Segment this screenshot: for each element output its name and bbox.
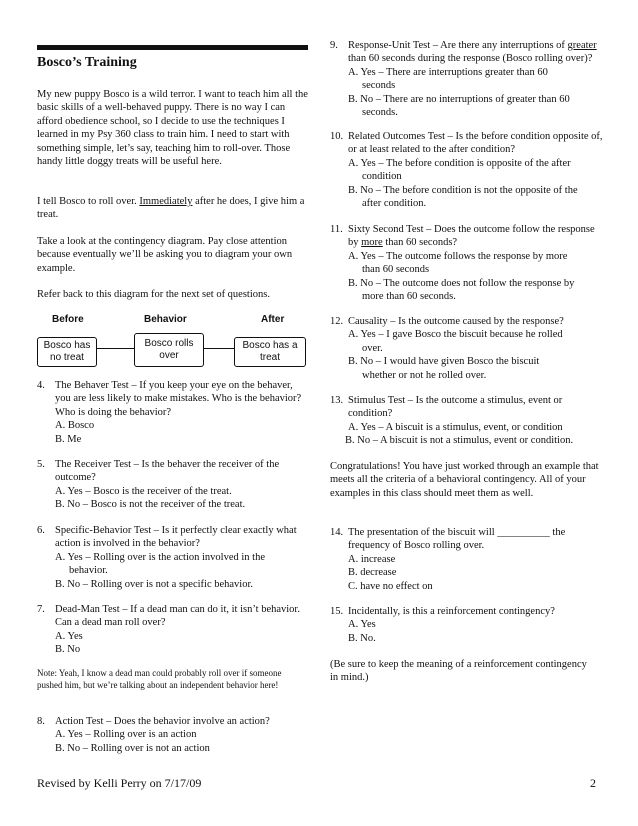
option-a: A. Yes – The outcome follows the response by more [348, 250, 568, 262]
question-text: Dead-Man Test – If a dead man can do it, it isn’t behavior. Can a dead man roll over? [55, 604, 300, 629]
option-a: A. Yes – Rolling over is an action [55, 729, 197, 741]
congratulations-paragraph: Congratulations! You have just worked through an example that meets all the criteria of a behavioral contingency. All of your examples in this class should meet them as well. [330, 461, 599, 499]
option-b: B. No – Bosco is not the receiver of the treat. [55, 499, 246, 511]
option-a: A. Yes – The before condition is opposite of the after [348, 157, 571, 169]
question-number: 10. [330, 131, 344, 142]
question-4 [37, 379, 309, 446]
question-number: 15. [330, 606, 344, 617]
option-a-continued: seconds [362, 80, 396, 92]
after-box-line-2: treat [259, 352, 280, 363]
question-10 [330, 130, 605, 210]
option-a-continued: over. [362, 342, 383, 354]
question-12 [330, 315, 605, 382]
closing-paragraph: (Be sure to keep the meaning of a reinforcement contingency in mind.) [330, 659, 587, 684]
option-b-continued: seconds. [362, 107, 398, 119]
question-text: The presentation of the biscuit will __________ the frequency of Bosco rolling over. [348, 527, 566, 552]
option-a: A. Yes – A biscuit is a stimulus, event, or condition [348, 421, 563, 433]
page-number: 2 [590, 776, 596, 790]
option-a: A. Yes [348, 619, 376, 631]
question-5 [37, 458, 309, 512]
option-a-continued: than 60 seconds [362, 264, 430, 276]
behavior-box [134, 333, 204, 367]
option-b: B. decrease [348, 567, 397, 579]
question-text-part-1: Sixty Second Test – Does the outcome follow the response by [348, 224, 595, 249]
title-rule [37, 45, 308, 50]
behavior-box-line-1: Bosco rolls [144, 338, 194, 349]
intro-p2-start: I tell Bosco to roll over. [37, 196, 137, 207]
question-9 [330, 39, 605, 119]
option-a: A. Yes – Rolling over is the action involved in the [55, 551, 265, 563]
intro-p2-end: after he does, I give him a treat. [37, 196, 305, 221]
question-text [348, 223, 605, 250]
option-a: A. increase [348, 553, 396, 565]
question-text-underlined: more [361, 237, 383, 249]
diagram-header-after: After [261, 314, 285, 325]
question-number: 13. [330, 395, 344, 406]
after-box-line-1: Bosco has a [242, 340, 298, 351]
option-a: A. Yes – Bosco is the receiver of the treat. [55, 485, 232, 497]
question-text-part-1: Response-Unit Test – Are there any interruptions of [348, 40, 565, 51]
question-15 [330, 605, 605, 645]
behavior-box-line-2: over [159, 350, 179, 361]
connector-behavior-after [203, 348, 235, 349]
option-b: B. No – Rolling over is not an action [55, 742, 210, 754]
option-b: B. No – I would have given Bosco the biscuit [348, 356, 540, 368]
question-8 [37, 715, 309, 755]
question-6 [37, 524, 309, 591]
option-a: A. Bosco [55, 420, 95, 432]
after-box [234, 337, 306, 367]
connector-before-behavior [95, 348, 135, 349]
question-text: Stimulus Test – Is the outcome a stimulus, event or condition? [348, 395, 563, 420]
question-11 [330, 223, 605, 303]
question-text: Incidentally, is this a reinforcement contingency? [348, 606, 555, 617]
before-box [37, 337, 97, 367]
question-number: 4. [37, 380, 45, 391]
question-text [348, 39, 605, 66]
question-7 [37, 603, 309, 657]
intro-paragraph-4: Refer back to this diagram for the next set of questions. [37, 289, 270, 300]
diagram-header-before: Before [52, 314, 84, 325]
question-text: Causality – Is the outcome caused by the response? [348, 316, 564, 327]
contingency-diagram [37, 313, 307, 375]
question-number: 5. [37, 459, 45, 470]
intro-paragraph-3: Take a look at the contingency diagram. Pay close attention because eventually we’ll be asking you to diagram your own example. [37, 236, 293, 274]
question-text: Specific-Behavior Test – Is it perfectly clear exactly what action is involved in the behavior? [55, 525, 297, 550]
question-text: The Receiver Test – Is the behaver the receiver of the outcome? [55, 459, 280, 484]
option-b-continued: after condition. [362, 198, 427, 210]
option-b: B. No [55, 644, 81, 656]
intro-p2-underlined: Immediately [139, 196, 193, 207]
page-title: Bosco’s Training [37, 55, 137, 70]
option-a: A. Yes – There are interruptions greater than 60 [348, 66, 548, 78]
option-b: B. No – The outcome does not follow the response by [348, 277, 575, 289]
intro-paragraph-2 [37, 195, 309, 222]
before-box-line-1: Bosco has [43, 340, 91, 351]
option-a-continued: behavior. [69, 565, 108, 577]
option-b: B. No – Rolling over is not a specific behavior. [55, 578, 254, 590]
question-14 [330, 526, 605, 593]
question-text: Related Outcomes Test – Is the before condition opposite of, or at least related to the after condition? [348, 131, 603, 156]
question-text-part-2: than 60 seconds during the response (Bosco rolling over)? [348, 53, 593, 65]
option-b: B. No. [348, 632, 376, 644]
option-a: A. Yes [55, 630, 83, 642]
question-text-part-2: than 60 seconds? [385, 237, 458, 249]
question-number: 6. [37, 525, 45, 536]
question-13 [330, 394, 605, 448]
question-text: Action Test – Does the behavior involve an action? [55, 716, 270, 727]
option-c: C. have no effect on [348, 580, 433, 592]
option-b: B. Me [55, 433, 82, 445]
option-b-continued: more than 60 seconds. [362, 291, 456, 303]
option-a: A. Yes – I gave Bosco the biscuit because he rolled [348, 329, 563, 341]
option-b: B. No – The before condition is not the opposite of the [348, 184, 578, 196]
intro-paragraph-1: My new puppy Bosco is a wild terror. I want to teach him all the basic skills of a well-behaved puppy. There is no way I can afford obedience school, so I decide to use the techniques I learned in my Psy 360 class to train him. I need to start with something simple, let’s say, teaching him to roll-over. Those handy little doggy treats will be useful here. [37, 89, 308, 168]
question-number: 9. [330, 40, 338, 51]
question-number: 7. [37, 604, 45, 615]
question-number: 12. [330, 316, 344, 327]
footer-revision: Revised by Kelli Perry on 7/17/09 [37, 776, 202, 790]
option-b: B. No – A biscuit is not a stimulus, event or condition. [345, 435, 574, 447]
note-text: Note: Yeah, I know a dead man could probably roll over if someone pushed him, but we’re talking about an independent behavior here! [37, 668, 282, 690]
diagram-header-behavior: Behavior [144, 314, 187, 325]
question-text: The Behaver Test – If you keep your eye on the behaver, you are less likely to make mistakes. Who is the behavior? Who is doing the behavior? [55, 380, 302, 418]
option-b: B. No – There are no interruptions of greater than 60 [348, 93, 570, 105]
option-b-continued: whether or not he rolled over. [362, 369, 487, 381]
question-text-underlined: greater [567, 40, 597, 51]
question-number: 11. [330, 224, 343, 235]
question-number: 14. [330, 527, 344, 538]
question-number: 8. [37, 716, 45, 727]
before-box-line-2: no treat [50, 352, 84, 363]
option-a-continued: condition [362, 171, 402, 183]
